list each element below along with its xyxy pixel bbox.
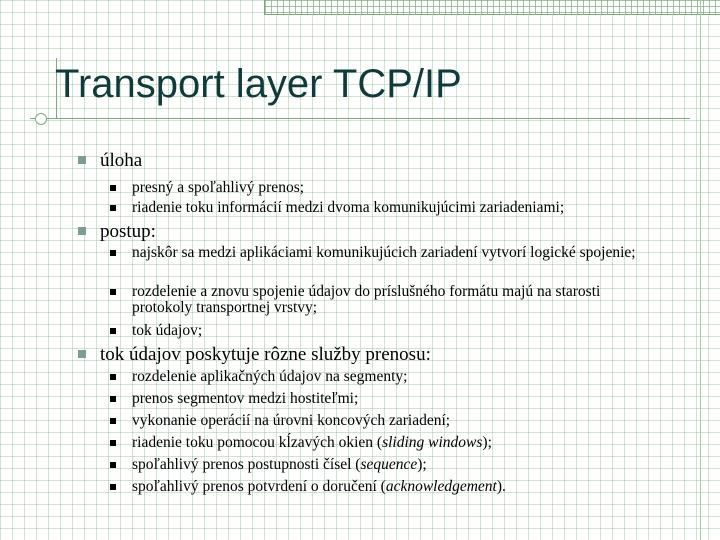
list-item-text-post: ); [482,434,492,451]
list-item-text: tok údajov; [132,322,203,339]
list-item-text-post: ). [496,478,506,495]
small-square-bullet-icon [110,374,116,380]
section-label: tok údajov poskytuje rôzne služby prenosu: [100,344,431,365]
section-label: úloha [100,150,143,171]
list-item-text: riadenie toku informácií medzi dvoma komunikujúcimi zariadeniami; [132,199,565,216]
list-item-text [132,435,652,451]
square-bullet-icon [78,227,86,235]
list-item-text: presný a spoľahlivý prenos; [132,179,305,196]
list-item-text: rozdelenie aplikačných údajov na segmenty; [132,368,408,385]
section-label: postup: [100,221,156,242]
list-item-text: vykonanie operácií na úrovni koncových zariadení; [132,412,451,429]
list-item-term: acknowledgement [385,478,497,495]
small-square-bullet-icon [110,396,116,402]
list-item-text: prenos segmentov medzi hostiteľmi; [132,390,359,407]
small-square-bullet-icon [110,462,116,468]
square-bullet-icon [78,156,86,164]
small-square-bullet-icon [110,185,116,191]
list-item-text-pre: spoľahlivý prenos potvrdení o doručení ( [132,478,386,495]
small-square-bullet-icon [110,289,116,295]
square-bullet-icon [78,350,86,358]
small-square-bullet-icon [110,328,116,334]
list-item-text-post: ); [417,456,427,473]
small-square-bullet-icon [110,205,116,211]
list-item-text: najskôr sa medzi aplikáciami komunikujúcich zariadení vytvorí logické spojenie; [132,244,636,261]
small-square-bullet-icon [110,440,116,446]
list-item-text: rozdelenie a znovu spojenie údajov do príslušného formátu majú na starosti protokoly transportnej vrstvy; [132,283,601,316]
list-item-text [132,457,652,473]
small-square-bullet-icon [110,418,116,424]
list-item-text-pre: riadenie toku pomocou kĺzavých okien ( [132,434,383,451]
list-item-term: sequence [360,456,418,473]
list-item-term: sliding windows [382,434,483,451]
small-square-bullet-icon [110,484,116,490]
small-square-bullet-icon [110,250,116,256]
slide-title: Transport layer TCP/IP [55,62,462,106]
list-item-text-pre: spoľahlivý prenos postupnosti čísel ( [132,456,361,473]
list-item-text [132,479,652,495]
